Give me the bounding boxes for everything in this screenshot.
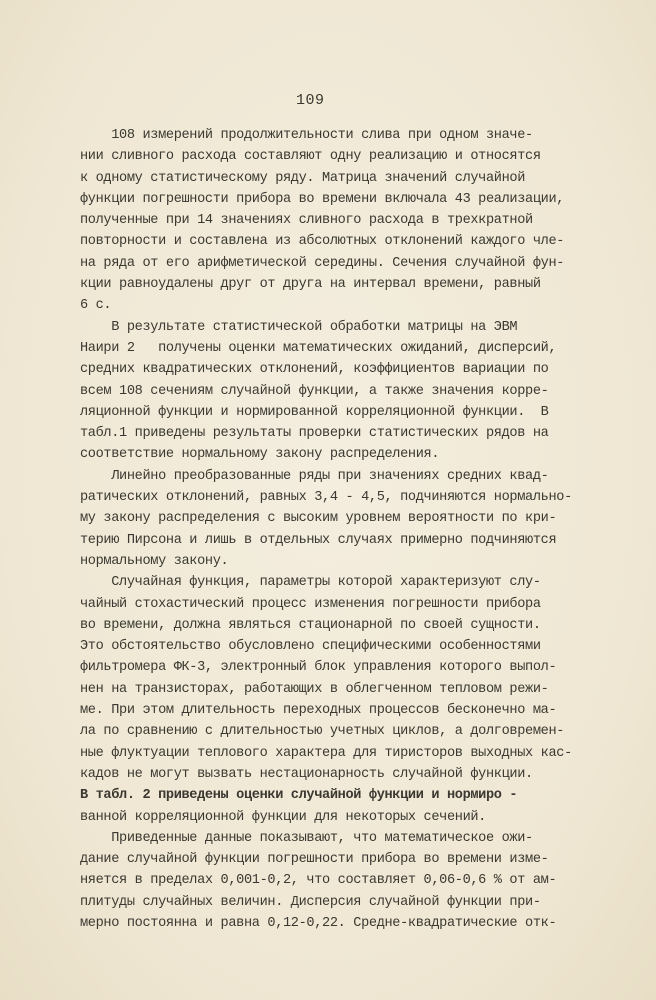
text-line: нии сливного расхода составляют одну реализацию и относятся [80,149,541,165]
text-line: табл.1 приведены результаты проверки статистических рядов на [80,426,549,442]
text-line: 108 измерений продолжительности слива при одном значе- [80,128,533,143]
text-line: ные флуктуации теплового характера для тиристоров выходных кас- [80,745,572,761]
text-line: терию Пирсона и лишь в отдельных случаях примерно подчиняются [80,532,557,548]
text-line: Наири 2 получены оценки математических ожиданий, дисперсий, [80,340,557,356]
text-line: плитуды случайных величин. Дисперсия случайной функции при- [80,894,541,910]
text-line: чайный стохастический процесс изменения погрешности прибора [80,596,541,612]
text-line: му закону распределения с высоким уровнем вероятности по кри- [80,511,557,527]
text-line: В табл. 2 приведены оценки случайной функции и нормиро - [80,788,518,804]
text-line: повторности и составлена из абсолютных отклонений каждого чле- [80,234,565,250]
text-line: всем 108 сечениям случайной функции, а также значения корре- [80,383,549,399]
text-line: ванной корреляционной функции для некоторых сечений. [80,809,486,825]
text-line: функции погрешности прибора во времени включала 43 реализации, [80,191,565,207]
text-line: фильтромера ФК-3, электронный блок управления которого выпол- [80,660,557,676]
body-text [80,125,580,934]
text-line: Приведенные данные показывают, что математическое ожи- [80,830,533,846]
text-line: ме. При этом длительность переходных процессов бесконечно ма- [80,703,557,719]
text-line: средних квадратических отклонений, коэффициентов вариации по [80,362,549,378]
text-line: няется в пределах 0,001-0,2, что составляет 0,06-0,6 % от ам- [80,873,557,889]
text-line: нен на транзисторах, работающих в облегченном тепловом режи- [80,681,549,697]
text-line: к одному статистическому ряду. Матрица значений случайной [80,170,526,186]
text-line: дание случайной функции погрешности прибора во времени изме- [80,852,549,868]
text-line: ла по сравнению с длительностью учетных циклов, а долговремен- [80,724,565,740]
text-line: кции равноудалены друг от друга на интервал времени, равный [80,277,541,293]
text-line: Это обстоятельство обусловлено специфическими особенностями [80,639,541,655]
text-line: кадов не могут вызвать нестационарность случайной функции. [80,766,533,782]
text-line: ляционной функции и нормированной корреляционной функции. В [80,404,549,420]
text-line: полученные при 14 значениях сливного расхода в трехкратной [80,213,533,229]
text-line: Случайная функция, параметры которой характеризуют слу- [80,575,541,591]
text-line: на ряда от его арифметической середины. Сечения случайной фун- [80,255,565,271]
text-line: ратических отклонений, равных 3,4 - 4,5, подчиняются нормально- [80,490,572,506]
text-line: мерно постоянна и равна 0,12-0,22. Средне-квадратические отк- [80,915,557,931]
text-line: соответствие нормальному закону распределения. [80,447,440,463]
text-line: во времени, должна являться стационарной по своей сущности. [80,617,541,633]
page-number: 109 [296,92,325,109]
text-line: 6 с. [80,298,112,314]
text-line: В результате статистической обработки матрицы на ЭВМ [80,319,518,335]
text-line: Линейно преобразованные ряды при значениях средних квад- [80,468,549,484]
text-line: нормальному закону. [80,553,229,569]
